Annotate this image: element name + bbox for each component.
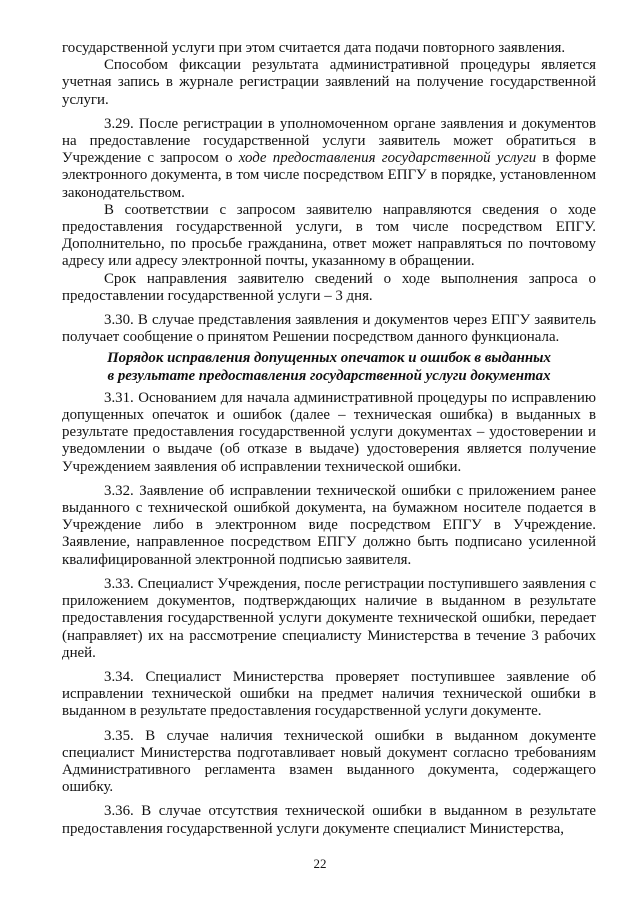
paragraph-accordance: В соответствии с запросом заявителю направляются сведения о ходе предоставления государственной услуги, в том числе посредством ЕПГУ. Дополнительно, по просьбе гражданина, ответ может направляться по почтовому адресу или адресу электронной почты, указанному в обращении. <box>62 201 596 270</box>
document-page <box>62 40 596 838</box>
paragraph-3-34: 3.34. Специалист Министерства проверяет поступившее заявление об исправлении технической ошибки на предмет наличия технической ошибки в выданном в результате предоставления государственной услуги документе. <box>62 668 596 720</box>
paragraph-3-33: 3.33. Специалист Учреждения, после регистрации поступившего заявления с приложением документов, подтверждающих наличие в выданном в результате предоставления государственной услуги документе технической ошибки, передает (направляет) их на рассмотрение специалисту Министерства в течение 3 рабочих дней. <box>62 575 596 661</box>
paragraph-3-30: 3.30. В случае представления заявления и документов через ЕПГУ заявитель получает сообщение о принятом Решении посредством данного функционала. <box>62 312 596 346</box>
paragraph-3-31: 3.31. Основанием для начала административной процедуры по исправлению допущенных опечаток и ошибок (далее – техническая ошибка) в выданных в результате предоставления государственной услуги документах – удостоверении и уведомлении о выдаче (об отказе в выдаче) удостоверения является получение Учреждением заявления об исправлении технической ошибки. <box>62 389 596 475</box>
page-number: 22 <box>313 856 327 871</box>
paragraph-3-29-start: 3.29. После регистрации в уполномоченном органе заявления и документов на предоставление государственной услуги заявитель может обратиться в Учреждение с запросом о <box>62 115 596 167</box>
paragraph-3-29-emphasis: ходе предоставления государственной услуги <box>238 150 537 167</box>
paragraph-fixation: Способом фиксации результата административной процедуры является учетная запись в журнале регистрации заявлений на получение государственной услуги. <box>62 57 596 108</box>
section-heading <box>62 350 596 384</box>
paragraph-term: Срок направления заявителю сведений о ходе выполнения запроса о предоставлении государственной услуги – 3 дня. <box>62 270 596 304</box>
paragraph-intro: государственной услуги при этом считается дата подачи повторного заявления. <box>62 40 566 56</box>
paragraph-3-32: 3.32. Заявление об исправлении технической ошибки с приложением ранее выданного с технической ошибкой документа, на бумажном носителе подается в Учреждение либо в электронном виде посредством ЕПГУ в Учреждение. Заявление, направленное посредством ЕПГУ должно быть подписано усиленной квалифицированной электронной подписью заявителя. <box>62 482 596 568</box>
paragraph-3-36: 3.36. В случае отсутствия технической ошибки в выданном в результате предоставления государственной услуги документе специалист Министерства, <box>62 803 596 837</box>
paragraph-3-29-end: в форме электронного документа, в том числе посредством ЕПГУ в порядке, установленном законодательством. <box>62 150 597 201</box>
paragraph-3-35: 3.35. В случае наличия технической ошибки в выданном документе специалист Министерства подготавливает новый документ согласно требованиям Административного регламента взамен выданного документа, содержащего ошибку. <box>62 727 596 796</box>
section-heading-line-1: Порядок исправления допущенных опечаток и ошибок в выданных <box>107 350 551 367</box>
paragraph-3-29 <box>62 116 596 202</box>
section-heading-line-2: в результате предоставления государственной услуги документах <box>107 367 551 384</box>
